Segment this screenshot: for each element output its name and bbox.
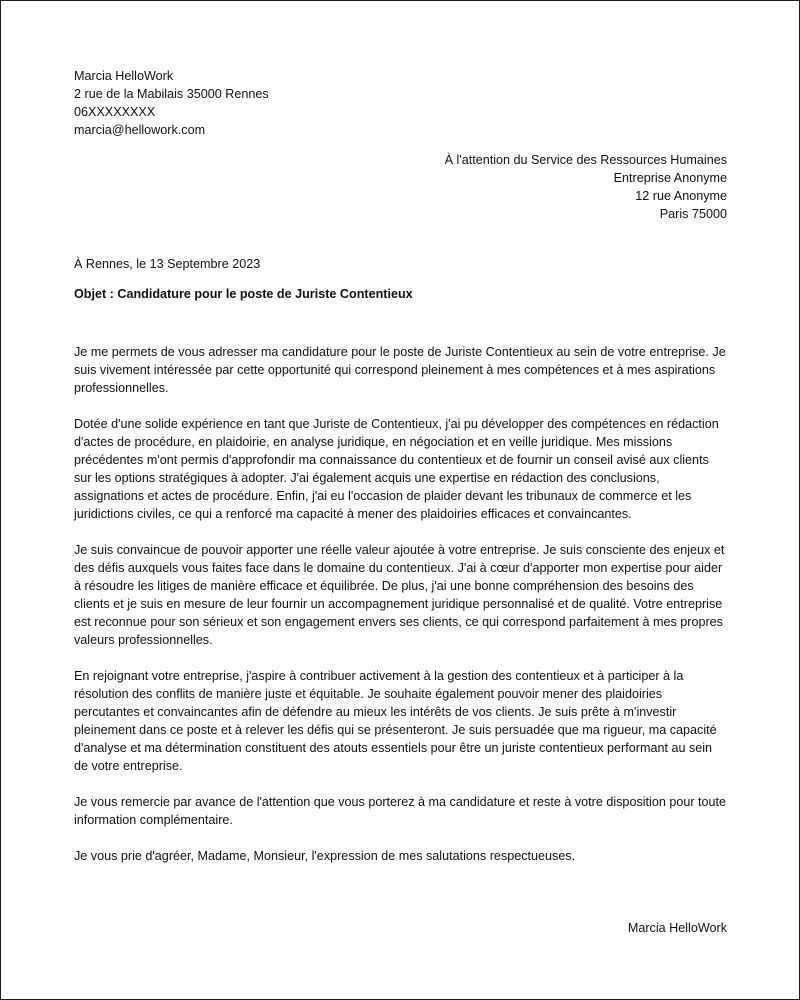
- recipient-block: [445, 151, 727, 223]
- recipient-city: Paris 75000: [659, 207, 727, 221]
- date-line: À Rennes, le 13 Septembre 2023: [74, 257, 261, 271]
- recipient-street: 12 rue Anonyme: [635, 189, 727, 203]
- subject-line: Objet : Candidature pour le poste de Juriste Contentieux: [74, 287, 413, 301]
- sender-phone: 06XXXXXXXX: [74, 105, 156, 119]
- sender-block: [74, 67, 269, 139]
- paragraph-experience: Dotée d'une solide expérience en tant que Juriste de Contentieux, j'ai pu développer des compétences en rédaction d'actes de procédure, en plaidoirie, en analyse juridique, en négociation et en veille juridique. Mes missions précédentes m'ont permis d'approfondir ma connaissance du contentieux et de fournir un conseil avisé aux clients sur les options stratégiques à adopter. J'ai également acquis une expertise en rédaction des conclusions, assignations et actes de procédure. Enfin, j'ai eu l'occasion de plaider devant les tribunaux de commerce et les juridictions civiles, ce qui a renforcé ma capacité à mener des plaidoiries efficaces et convaincantes.: [74, 417, 719, 521]
- sender-name: Marcia HelloWork: [74, 69, 174, 83]
- paragraph-value: Je suis convaincue de pouvoir apporter une réelle valeur ajoutée à votre entreprise. Je suis consciente des enjeux et des défis auxquels vous faites face dans le domaine du contentieux. J'ai à cœur d'apporter mon expertise pour aider à résoudre les litiges de manière efficace et équilibrée. De plus, j'ai une bonne compréhension des besoins des clients et je suis en mesure de leur fournir un accompagnement juridique personnalisé et de qualité. Votre entreprise est reconnue pour son sérieux et son engagement envers ses clients, ce qui correspond parfaitement à mes propres valeurs professionnelles.: [74, 543, 725, 647]
- paragraph-closing: Je vous prie d'agréer, Madame, Monsieur, l'expression de mes salutations respectueuses.: [74, 849, 576, 863]
- sender-address: 2 rue de la Mabilais 35000 Rennes: [74, 87, 269, 101]
- recipient-attention: À l'attention du Service des Ressources Humaines: [444, 153, 727, 167]
- sender-email: marcia@hellowork.com: [74, 123, 206, 137]
- recipient-company: Entreprise Anonyme: [613, 171, 727, 185]
- paragraph-introduction: Je me permets de vous adresser ma candidature pour le poste de Juriste Contentieux au sein de votre entreprise. Je suis vivement intéressée par cette opportunité qui correspond pleinement à mes compétences et à mes aspirations professionnelles.: [74, 345, 726, 395]
- paragraph-aspirations: En rejoignant votre entreprise, j'aspire à contribuer activement à la gestion des contentieux et à participer à la résolution des conflits de manière juste et équitable. Je souhaite également pouvoir mener des plaidoiries percutantes et convaincantes afin de défendre au mieux les intérêts de vos clients. Je suis prête à m'investir pleinement dans ce poste et à relever les défis qui se présenteront. Je suis persuadée que ma rigueur, ma capacité d'analyse et ma détermination constituent des atouts essentiels pour être un juriste contentieux performant au sein de votre entreprise.: [74, 669, 717, 773]
- paragraph-thanks: Je vous remercie par avance de l'attention que vous porterez à ma candidature et reste à votre disposition pour toute information complémentaire.: [74, 795, 727, 827]
- signature: Marcia HelloWork: [627, 921, 727, 935]
- letter-body: [74, 343, 728, 883]
